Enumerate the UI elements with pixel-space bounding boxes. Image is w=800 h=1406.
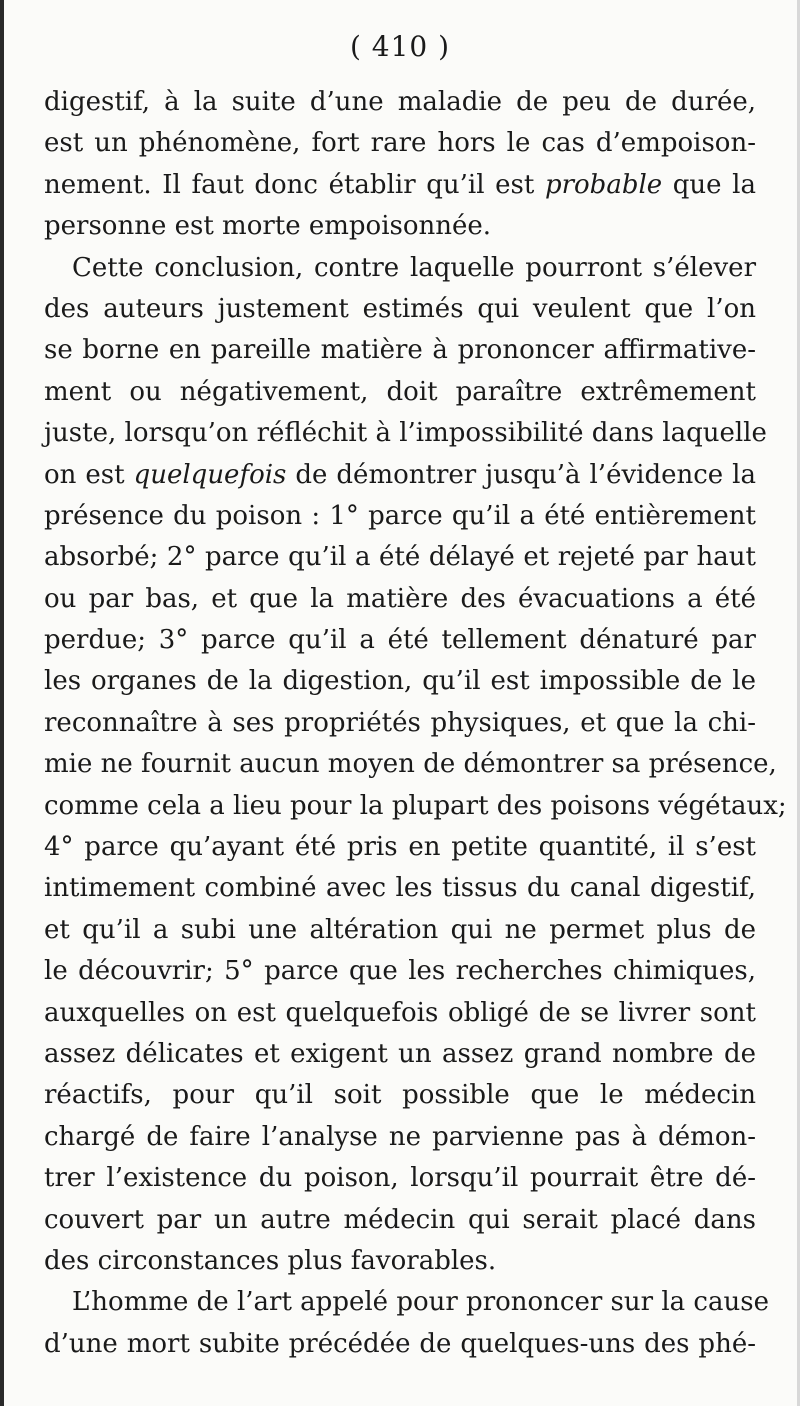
italic-word: probable	[544, 169, 663, 200]
page-edge-left	[0, 0, 4, 1406]
text-line: auxquelles on est quelquefois obligé de se livrer sont	[44, 997, 756, 1028]
text-line-end: que la	[662, 169, 756, 200]
text-line: des circonstances plus favorables.	[44, 1245, 497, 1276]
text-line: d’une mort subite précédée de quelques-uns des phé-	[44, 1328, 756, 1359]
text-line: et qu’il a subi une altération qui ne permet plus de	[44, 914, 756, 945]
text-line: les organes de la digestion, qu’il est impossible de le	[44, 666, 756, 697]
text-line	[44, 455, 756, 496]
text-line: couvert par un autre médecin qui serait placé dans	[44, 1204, 756, 1235]
text-line: absorbé; 2° parce qu’il a été délayé et rejeté par haut	[44, 542, 756, 573]
text-line: le découvrir; 5° parce que les recherches chimiques,	[44, 956, 756, 987]
text-line: perdue; 3° parce qu’il a été tellement dénaturé par	[44, 625, 756, 656]
text-line: chargé de faire l’analyse ne parvienne pas à démon-	[44, 1121, 756, 1152]
text-line: intimement combiné avec les tissus du canal digestif,	[44, 873, 756, 904]
text-line: 4° parce qu’ayant été pris en petite quantité, il s’est	[44, 832, 756, 863]
text-line: Cette conclusion, contre laquelle pourront s’élever	[72, 252, 756, 283]
text-line: assez délicates et exigent un assez grand nombre de	[44, 1038, 756, 1069]
page-number: ( 410 )	[349, 30, 451, 63]
text-line: ou par bas, et que la matière des évacuations a été	[44, 583, 756, 614]
text-line: des auteurs justement estimés qui veulent que l’on	[44, 293, 756, 324]
text-line: trer l’existence du poison, lorsqu’il pourrait être dé-	[44, 1163, 756, 1194]
text-line-start: nement. Il faut donc établir qu’il est	[44, 169, 545, 200]
text-line: ment ou négativement, doit paraître extrêmement	[44, 376, 756, 407]
text-line: mie ne fournit aucun moyen de démontrer sa présence,	[44, 749, 777, 780]
text-line: comme cela a lieu pour la plupart des poisons végétaux;	[44, 790, 787, 821]
text-line: digestif, à la suite d’une maladie de peu de durée,	[44, 87, 756, 117]
italic-word: quelquefois	[133, 459, 287, 490]
text-line: réactifs, pour qu’il soit possible que le médecin	[44, 1080, 756, 1111]
text-line: se borne en pareille matière à prononcer affirmative-	[44, 335, 756, 366]
text-line-start: on est	[44, 459, 134, 490]
body-text	[44, 82, 787, 1365]
text-line	[44, 165, 756, 206]
text-line: personne est morte empoisonnée.	[44, 211, 492, 242]
text-line: reconnaître à ses propriétés physiques, et que la chi-	[44, 707, 756, 738]
text-line: est un phénomène, fort rare hors le cas d’empoison-	[44, 128, 756, 159]
text-line-end: de démontrer jusqu’à l’évidence la	[286, 459, 756, 490]
text-line: présence du poison : 1° parce qu’il a été entièrement	[44, 500, 756, 531]
text-line: L’homme de l’art appelé pour prononcer sur la cause	[72, 1287, 769, 1318]
text-line: juste, lorsqu’on réfléchit à l’impossibilité dans laquelle	[44, 418, 767, 449]
